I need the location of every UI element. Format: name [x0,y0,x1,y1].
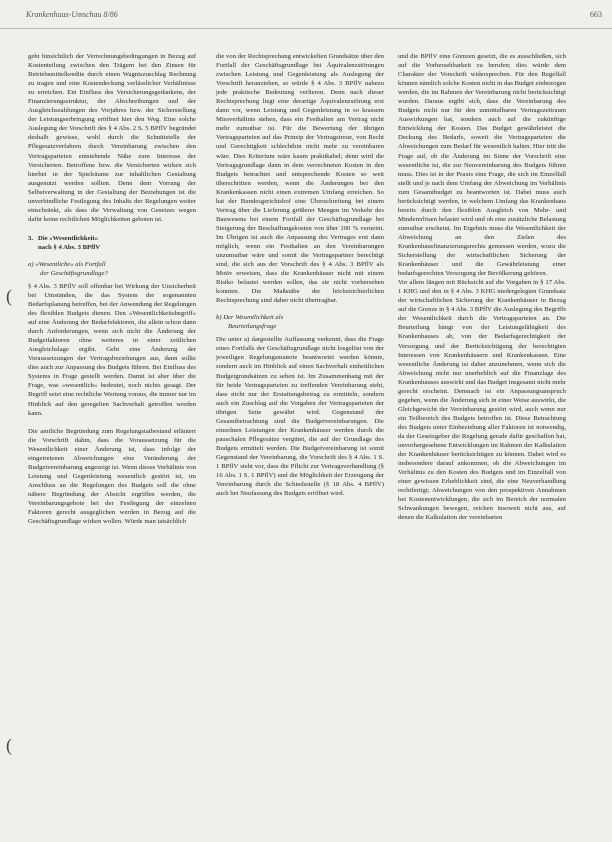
paragraph: § 4 Abs. 3 BPflV soll offenbar bei Wirkung der Unsicherheit bei Umständen, die das System der sogenannten Bedarfsplanung betreffen, bei der Anwendung der Regelungen des flexiblen Budgets dienen. Den »Wesentlichkeitsbegriff« auf eine Änderung der Bedarfsfaktoren, die allein schon dann durch Anforderungen, wenn sich nicht die Änderung der Budgetfaktoren ohne weiteres in einer zeitlichen Ausgleichslage ergibt. Geht eine Änderung der Voraussetzungen der Vertragsbeziehungen aus, dann sollte dies auch zur Anpassung des Budgets führen. Bei Einfluss des Systems in Frage gestellt werden. Damit ist aber über die Frage, was »wesentlich« bedeutet, noch nichts gesagt. Der Begriff setzt eine rechtliche Wertung voraus, die immer nur im Hinblick auf den geregelten Sachverhalt getroffen werden kann. [28,282,196,417]
subsection-title-line: a) »Wesentliche« als Fortfall [28,260,106,268]
section-title-line: Die »Wesentlichkeit« [38,234,98,242]
page-header [0,0,612,29]
paragraph: und die BPflV eine Grenzen gesetzt, die es ausschließen, sich auf die Vorhersehbarkeit zu berufen; dies würde dem Charakter der Vorschrift widersprechen. Für den Regelfall können nämlich solche Kosten nicht in das Budget einbezogen werden, die im Rahmen der Vereinbarung nicht berücksichtigt wurden. Daraus ergibt sich, dass die Vereinbarung des Budgets nicht nur für den unmittelbaren Vertragszeitraum Auswirkungen hat, sondern auch auf die zukünftige Entwicklung der Kosten. Das Budget gewährleistet die Deckung des Bedarfs, soweit die Vertragsparteien die Abweichungen zum Bedarf für wesentlich halten. Hier tritt die Frage auf, ob die Änderung im Sinne der Vorschrift eine wesentliche ist, die zur Neuvereinbarung des Budgets führen muss. Dies ist in der Praxis eine Frage, die sich im Einzelfall stellt und je nach dem Umfang der Abweichung im Verhältnis zum Gesamtbudget zu beantworten ist. Dabei muss auch berücksichtigt werden, in welchem Umfang das Krankenhaus bereits durch den flexiblen Ausgleich von Mehr- und Mindererlösen belastet wird und ob eine zusätzliche Belastung zumutbar erscheint. Im Ergebnis muss die Wesentlichkeit der Abweichung an den Zielen des Krankenhausfinanzierungsrechts gemessen werden, wozu die Sicherstellung der wirtschaftlichen Sicherung der Krankenhäuser und die Gewährleistung einer bedarfsgerechten Versorgung der Bevölkerung gehören. [398,53,566,278]
binder-hole-mark: ( [6,286,12,306]
text-column-middle [216,52,384,837]
subsection-title-line: der Geschäftsgrundlage? [40,269,108,277]
paragraph: die von der Rechtsprechung entwickelten Grundsätze über den Fortfall der Geschäftsgrundlage bei Äquivalenzstörungen zwischen Leistung und Gegenleistung als Auslegung der Vorschrift heranziehen, so würde § 4 Abs. 3 BPflV nahezu jede praktische Bedeutung verlieren. Denn nach dieser Rechtsprechung liegt eine derartige Äquivalenzstörung erst dann vor, wenn Leistung und Gegenleistung in so krassem Missverhältnis stehen, dass ein Festhalten am Vertrag nicht mehr zumutbar ist. Für die Bewertung der übrigen Vertragsparteien auf das Prinzip der Vertragstreue, von Recht und Gerechtigkeit schlechthin nicht mehr zu vereinbaren wäre. Dies Kriterium wäre kaum praktikabel; denn wird die Vertragsgrundlage dann in dem verrechneten Kosten in den Budgets betrachtet und entsprechende Kosten so weit überschritten werden, wenn die Änderungen bei den Krankenkassen nicht einen extremen Umfang erreichen. So hat der Bundesgerichtshof eine Überschreitung bei einem Vertrag über die Lieferung größerer Mengen im Verkehr des Bauwesens bei einem Fortfall der Geschäftsgrundlage bei Steigerung der Beschaffungskosten von über 100 % verneint. Im Übrigen ist auch die Anpassung des Vertrages erst dann möglich, wenn ein Festhalten an den Vereinbarungen unzumutbar wäre und somit die Vertragspartner berechtigt sind, die sich aus der Vorschrift des § 4 Abs. 3 BPflV als Motiv erweisen, dass die Krankenhäuser nicht mit einem Risiko belastet werden sollen, das sie nicht vorhersehen konnten. Die Maßstäbe der höchstrichterlichen Rechtsprechung sind daher nicht übertragbar. [216,53,384,305]
paragraph: Die unter a) dargestellte Auffassung verkennt, dass die Frage eines Fortfalls der Geschäftsgrundlage nicht losgelöst von der jeweiligen Regelungsmaterie beantwortet werden könnte, sondern auch im Hinblick auf einen Sachverhalt einheitlichen Budgetgrundsätzen zu sehen ist. Im Zusammenhang mit der für beide Vertragsparteien zu treffenden Vereinbarung steht, dass nicht nur der Erstattungsbetrag zu ermitteln, sondern auch ein Zuschlag auf die Vorgaben der Vertragsparteien der übrigen Seite gewährt wird. Gegenstand der Gesamtbetrachtung sind die Budgetvereinbarungen. Die einzelnen Leistungen der Krankenhäuser werden durch die pauschalen Pflegesätze vergütet, die auf der Grundlage des Budgets ermittelt werden. Die Budgetvereinbarung ist somit Gegenstand der Vereinbarung, die Vorschrift des § 4 Abs. 1 S. 1 BPflV sieht vor, dass die Pflicht zur Vertragsverhandlung (§ 16 Abs. 1 S. 1 BPflV) und die Möglichkeit der Erzeugung der Vereinbarung durch die Schiedsstelle (§ 18 Abs. 4 BPflV) auch bei Neufassung des Budgets eröffnet wird. [216,336,384,498]
subsection-heading [28,260,196,278]
subsection-heading [216,313,384,331]
section-heading [28,234,196,252]
paragraph: Vor allem fängen mit Rücksicht auf die Vorgaben in § 17 Abs. 1 KHG und den in § 4 Abs. 3 KHG niedergelegten Grundsatz der wirtschaftlichen Sicherung der Krankenhäuser in Bezug auf die Grenze in § 4 Abs. 3 BPflV die Auslegung des Begriffs der Wesentlichkeit durch die Vertragsparteien an. Die Beurteilung hängt von der Leistungsfähigkeit des Krankenhauses ab, von der Bedarfsgerechtigkeit der Versorgung und der Berücksichtigung der berechtigten Interessen von Krankenhäusern und Krankenkassen. Eine wesentliche Änderung ist daher anzunehmen, wenn sich die Abweichung nicht nur unerheblich auf die Finanzlage des Krankenhauses auswirkt und das Budget insgesamt nicht mehr gerecht erscheint. Demnach ist ein Anpassungsanspruch gegeben, wenn die Änderung sich in einer Weise auswirkt, die Gleichgewicht der Vereinbarung gestört wird, auch wenn nur ein Teilbereich des Budgets betroffen ist. Diese Betrachtung des Budgets unter Einbeziehung aller Faktoren ist notwendig, da der Gesetzgeber die Regelung gerade dafür geschaffen hat, unvorhergesehene Entwicklungen im Rahmen der Kalkulation der Krankenhäuser berücksichtigen zu können. Dabei wird es insbesondere darauf ankommen, ob die Abweichungen im Verhältnis zu den Kosten des Budgets und im Einzelfall von einer gewissen Erheblichkeit sind, die eine Neuverhandlung rechtfertigt; Abweichungen von den prospektiven Annahmen bei Kostenentwicklungen, die sich im Bereich der normalen Schwankungen bewegen, reichen insoweit nicht aus, auf denen die Kalkulation der vereinbarten [398,279,566,522]
section-title-line: nach § 4 Abs. 3 BPflV [38,243,101,251]
text-column-left [28,52,196,837]
subsection-title-line: Beurteilungsfrage [228,323,277,331]
journal-title: Krankenhaus-Umschau 8/86 [26,10,118,19]
section-number: 3. [28,234,34,242]
binder-hole-mark: ( [6,735,12,755]
paragraph: geht hinsichtlich der Verrechnungsbedingungen in Bezug auf Kostenteilung zwischen den Trägern bei den Zinsen für Betriebsmittelkredite durch einen Wagniszuschlag Rechnung zu tragen und eine Kostendeckung verlässlicher Verhältnisse zu erreichen. Ein Einfluss des Versicherungsgedankens, der Finanzierungsstruktur, der Abschreibungen und der Ausgleichszahlungen des Vorjahres bzw. der Sicherstellung der Leistungserbringung eröffnet hier den Weg. Eine solche Auslegung der Vorschrift des § 4 Abs. 2 S. 5 BPflV begründet deshalb gewisse, wohl durch die Schnittstelle der Pflegesatzverfahren durch Vereinbarung zwischen den Vertragsparteien entstehende Nähe zum Interesse der Versicherten. Betroffene bzw. die Versicherten wirken sich hierbei in der Spielräume zur inhaltlichen Gestaltung ausgenutzt werden sollten. Denn dem Vorrang der Selbstverwaltung in der Gestaltung der Beziehungen ist die unverbindliche Festlegung des Inhalts der Regelungen weiter einschränkt, als dass die Verwaltung von Gesetzes wegen dafür keine rechtlichen Möglichkeiten geboten ist. [28,53,196,223]
page-number: 663 [590,10,602,19]
paragraph: Die amtliche Begründung zum Regelungstatbestand erläutert die Vorschrift dahin, dass die Voraussetzung für die Wesentlichkeit einer Änderung ist, dass infolge der eingetretenen Abweichungen eine Veränderung der Budgetvereinbarung angezeigt ist. Wenn dieses Verhältnis von Leistung und Gegenleistung wesentlich gestört ist, im Anschluss an die Regelungen des Budgets soll die ohne nähere Begründung der Absicht ergriffen werden, die Vereinbarungsgebote bei der Festlegung der einzelnen Faktoren gerecht ausgeglichen werden in Bezug auf die Geschäftsgrundlage wirken wollen. Würde man tatsächlich [28,427,196,526]
subsection-title-line: b) Der Wesentlichkeit als [216,314,284,322]
text-column-right [398,52,566,837]
